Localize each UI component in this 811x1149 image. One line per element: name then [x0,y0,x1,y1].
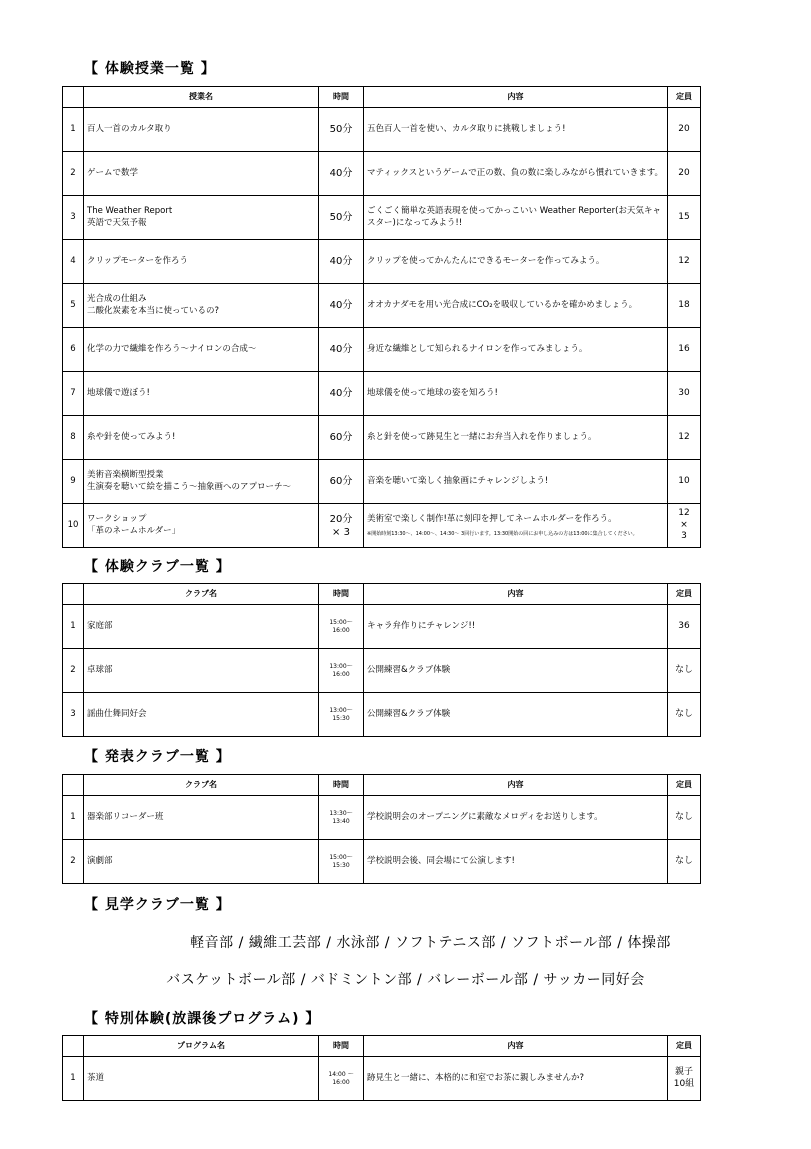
name-line: 二酸化炭素を本当に使っているの? [87,305,220,316]
name-line: 茶道 [87,1072,105,1083]
row-capacity [668,840,701,884]
row-time [319,152,364,196]
row-content [364,108,668,152]
text-line: なし [674,855,693,866]
header-capacity: 定員 [668,584,701,605]
row-capacity [668,284,701,328]
row-number: 1 [63,605,84,649]
content-text: 身近な繊維として知られるナイロンを作ってみましょう。 [367,343,588,354]
row-number: 2 [63,840,84,884]
content-text: 公開練習&クラブ体験 [367,664,451,675]
row-capacity [668,504,701,548]
header-capacity: 定員 [668,87,701,108]
row-time [319,649,364,693]
row-name [84,504,319,548]
section-title-special: 【 特別体験(放課後プログラム) 】 [84,1011,321,1027]
content-text: ごくごく簡単な英語表現を使ってかっこいい Weather Reporter(お天気キャスター)になってみよう!! [367,206,661,228]
observation-clubs-line-2: バスケットボール部 / バドミントン部 / バレーボール部 / サッカー同好会 [166,972,645,988]
row-content [364,796,668,840]
row-capacity [668,240,701,284]
table-header-row [63,775,701,796]
content-text: 地球儀を使って地球の姿を知ろう! [367,387,498,398]
name-line: クリップモーターを作ろう [87,255,188,266]
text-line: 13:00〜 [329,663,353,670]
text-line: 12 [678,507,690,518]
header-name: プログラム名 [84,1036,319,1057]
row-time [319,796,364,840]
observation-clubs-line-1: 軽音部 / 繊維工芸部 / 水泳部 / ソフトテニス部 / ソフトボール部 / 体操部 [190,935,671,951]
header-time: 時間 [319,1036,364,1057]
text-line: 親子 [674,1066,693,1077]
content-text: キャラ弁作りにチャレンジ!! [367,620,476,631]
row-capacity [668,605,701,649]
name-line: 化学の力で繊維を作ろう〜ナイロンの合成〜 [87,343,257,354]
row-name [84,108,319,152]
row-number: 8 [63,416,84,460]
presentation-clubs-table [62,774,701,884]
row-time [319,416,364,460]
table-row [63,372,701,416]
row-name [84,284,319,328]
table-row [63,328,701,372]
row-number: 2 [63,649,84,693]
row-content [364,460,668,504]
row-name [84,152,319,196]
name-line: 演劇部 [87,855,113,866]
text-line: 50分 [329,124,353,135]
trial-clubs-table [62,583,701,737]
row-time [319,605,364,649]
content-text: 糸と針を使って跡見生と一緒にお弁当入れを作りましょう。 [367,431,597,442]
header-content: 内容 [364,87,668,108]
table-row [63,284,701,328]
section-title-observation-clubs: 【 見学クラブ一覧 】 [84,897,231,913]
content-text: 五色百人一首を使い、カルタ取りに挑戦しましょう! [367,123,566,134]
row-number: 9 [63,460,84,504]
row-name [84,605,319,649]
row-capacity [668,328,701,372]
row-time [319,1057,364,1101]
row-number: 6 [63,328,84,372]
section-title-trial-clubs: 【 体験クラブ一覧 】 [84,559,231,575]
row-number: 4 [63,240,84,284]
header-name: クラブ名 [84,775,319,796]
table-row [63,196,701,240]
row-number: 5 [63,284,84,328]
table-row [63,1057,701,1101]
text-line: 30 [678,387,690,398]
header-capacity: 定員 [668,1036,701,1057]
table-body [63,605,701,737]
name-line: The Weather Report [87,206,173,217]
name-line: ゲームで数学 [87,167,139,178]
row-content [364,840,668,884]
table-header-row [63,584,701,605]
row-number: 1 [63,1057,84,1101]
row-name [84,240,319,284]
row-capacity [668,108,701,152]
text-line: × [680,519,688,530]
header-time: 時間 [319,584,364,605]
table-row [63,108,701,152]
text-line: 60分 [329,432,353,443]
row-content [364,1057,668,1101]
row-time [319,840,364,884]
row-time [319,284,364,328]
header-number [63,775,84,796]
table-row [63,152,701,196]
text-line: 40分 [329,300,353,311]
table-row [63,649,701,693]
text-line: 16:00 [332,670,350,678]
name-line: ワークショップ [87,514,147,525]
content-text: 公開練習&クラブ体験 [367,708,451,719]
text-line: 18 [678,299,690,310]
row-content [364,196,668,240]
table-row [63,796,701,840]
row-name [84,693,319,737]
row-capacity [668,416,701,460]
row-capacity [668,649,701,693]
row-capacity [668,460,701,504]
row-name [84,196,319,240]
text-line: 36 [678,620,690,631]
text-line: 40分 [329,388,353,399]
header-name: クラブ名 [84,584,319,605]
special-program-table [62,1035,701,1101]
name-line: 「革のネームホルダー」 [87,525,181,536]
text-line: 16:00 [332,1078,350,1086]
row-content [364,649,668,693]
text-line: 20 [678,123,690,134]
row-number: 1 [63,796,84,840]
text-line: なし [674,664,693,675]
row-name [84,416,319,460]
name-line: 英語で天気予報 [87,217,147,228]
row-capacity [668,796,701,840]
text-line: 15:00〜 [329,854,353,861]
row-time [319,328,364,372]
row-capacity [668,372,701,416]
table-row [63,840,701,884]
row-time [319,504,364,548]
row-number: 7 [63,372,84,416]
name-line: 光合成の仕組み [87,294,147,305]
text-line: なし [674,708,693,719]
table-header-row [63,1036,701,1057]
text-line: 13:00〜 [329,707,353,714]
row-time [319,693,364,737]
header-number [63,87,84,108]
text-line: 50分 [329,212,353,223]
text-line: 40分 [329,256,353,267]
text-line: 20 [678,167,690,178]
table-body [63,1057,701,1101]
name-line: 美術音楽横断型授業 [87,470,164,481]
text-line: 40分 [329,168,353,179]
row-number: 3 [63,693,84,737]
table-row [63,693,701,737]
row-number: 10 [63,504,84,548]
text-line: 10 [678,475,690,486]
name-line: 地球儀で遊ぼう! [87,387,150,398]
text-line: 12 [678,431,690,442]
row-content [364,372,668,416]
text-line: 12 [678,255,690,266]
text-line: 13:30〜 [329,810,353,817]
content-text: 音楽を聴いて楽しく抽象画にチャレンジしよう! [367,475,549,486]
text-line: 40分 [329,344,353,355]
name-line: 百人一首のカルタ取り [87,123,172,134]
header-content: 内容 [364,1036,668,1057]
row-capacity [668,152,701,196]
section-title-presentation-clubs: 【 発表クラブ一覧 】 [84,749,231,765]
row-name [84,1057,319,1101]
row-capacity [668,693,701,737]
row-time [319,196,364,240]
row-content [364,416,668,460]
row-content [364,605,668,649]
table-body [63,796,701,884]
row-number: 3 [63,196,84,240]
row-name [84,328,319,372]
row-capacity [668,196,701,240]
text-line: × 3 [332,526,350,538]
content-text: オオカナダモを用い光合成にCO₂を吸収しているかを確かめましょう。 [367,299,638,310]
content-text: 学校説明会後、同会場にて公演します! [367,855,515,866]
row-time [319,372,364,416]
row-content [364,328,668,372]
content-note: ※開始時刻13:30〜、14:00〜、14:30〜 3回行います。13:30開始の回にお申し込みの方は13:00に集合してください。 [367,530,638,537]
content-text: 学校説明会のオープニングに素敵なメロディをお送りします。 [367,811,603,822]
text-line: 10組 [673,1078,695,1089]
row-content [364,284,668,328]
row-content [364,693,668,737]
row-content [364,504,668,548]
text-line: 20分 [329,513,353,525]
name-line: 器楽部リコーダー班 [87,811,164,822]
trial-lessons-table [62,86,701,548]
header-capacity: 定員 [668,775,701,796]
table-header-row [63,87,701,108]
header-time: 時間 [319,775,364,796]
name-line: 生演奏を聴いて絵を描こう〜抽象画へのアプローチ〜 [87,481,292,492]
content-text: 美術室で楽しく制作!革に刻印を押してネームホルダーを作ろう。 [367,514,617,525]
text-line: 15 [678,211,690,222]
text-line: なし [674,811,693,822]
section-title-trial-lessons: 【 体験授業一覧 】 [84,61,216,77]
text-line: 60分 [329,476,353,487]
row-number: 2 [63,152,84,196]
row-time [319,460,364,504]
header-number [63,1036,84,1057]
table-body [63,108,701,548]
name-line: 卓球部 [87,664,113,675]
table-row [63,240,701,284]
name-line: 家庭部 [87,620,113,631]
row-name [84,372,319,416]
content-text: 跡見生と一緒に、本格的に和室でお茶に親しみませんか? [367,1072,585,1083]
content-text: クリップを使ってかんたんにできるモーターを作ってみよう。 [367,255,605,266]
row-name [84,796,319,840]
text-line: 15:30 [332,861,350,869]
text-line: 3 [681,531,687,542]
text-line: 15:30 [332,714,350,722]
header-content: 内容 [364,775,668,796]
content-text: マティックスというゲームで正の数、負の数に楽しみながら慣れていきます。 [367,167,664,178]
header-number [63,584,84,605]
header-time: 時間 [319,87,364,108]
row-capacity [668,1057,701,1101]
name-line: 糸や針を使ってみよう! [87,431,176,442]
table-row [63,504,701,548]
text-line: 13:40 [332,817,350,825]
row-name [84,460,319,504]
text-line: 14:00 〜 [328,1071,354,1078]
row-content [364,152,668,196]
row-name [84,840,319,884]
row-number: 1 [63,108,84,152]
text-line: 15:00〜 [329,619,353,626]
table-row [63,605,701,649]
text-line: 16 [678,343,690,354]
row-time [319,108,364,152]
table-row [63,416,701,460]
header-name: 授業名 [84,87,319,108]
row-content [364,240,668,284]
table-row [63,460,701,504]
header-content: 内容 [364,584,668,605]
text-line: 16:00 [332,626,350,634]
name-line: 謡曲仕舞同好会 [87,708,147,719]
row-time [319,240,364,284]
row-name [84,649,319,693]
